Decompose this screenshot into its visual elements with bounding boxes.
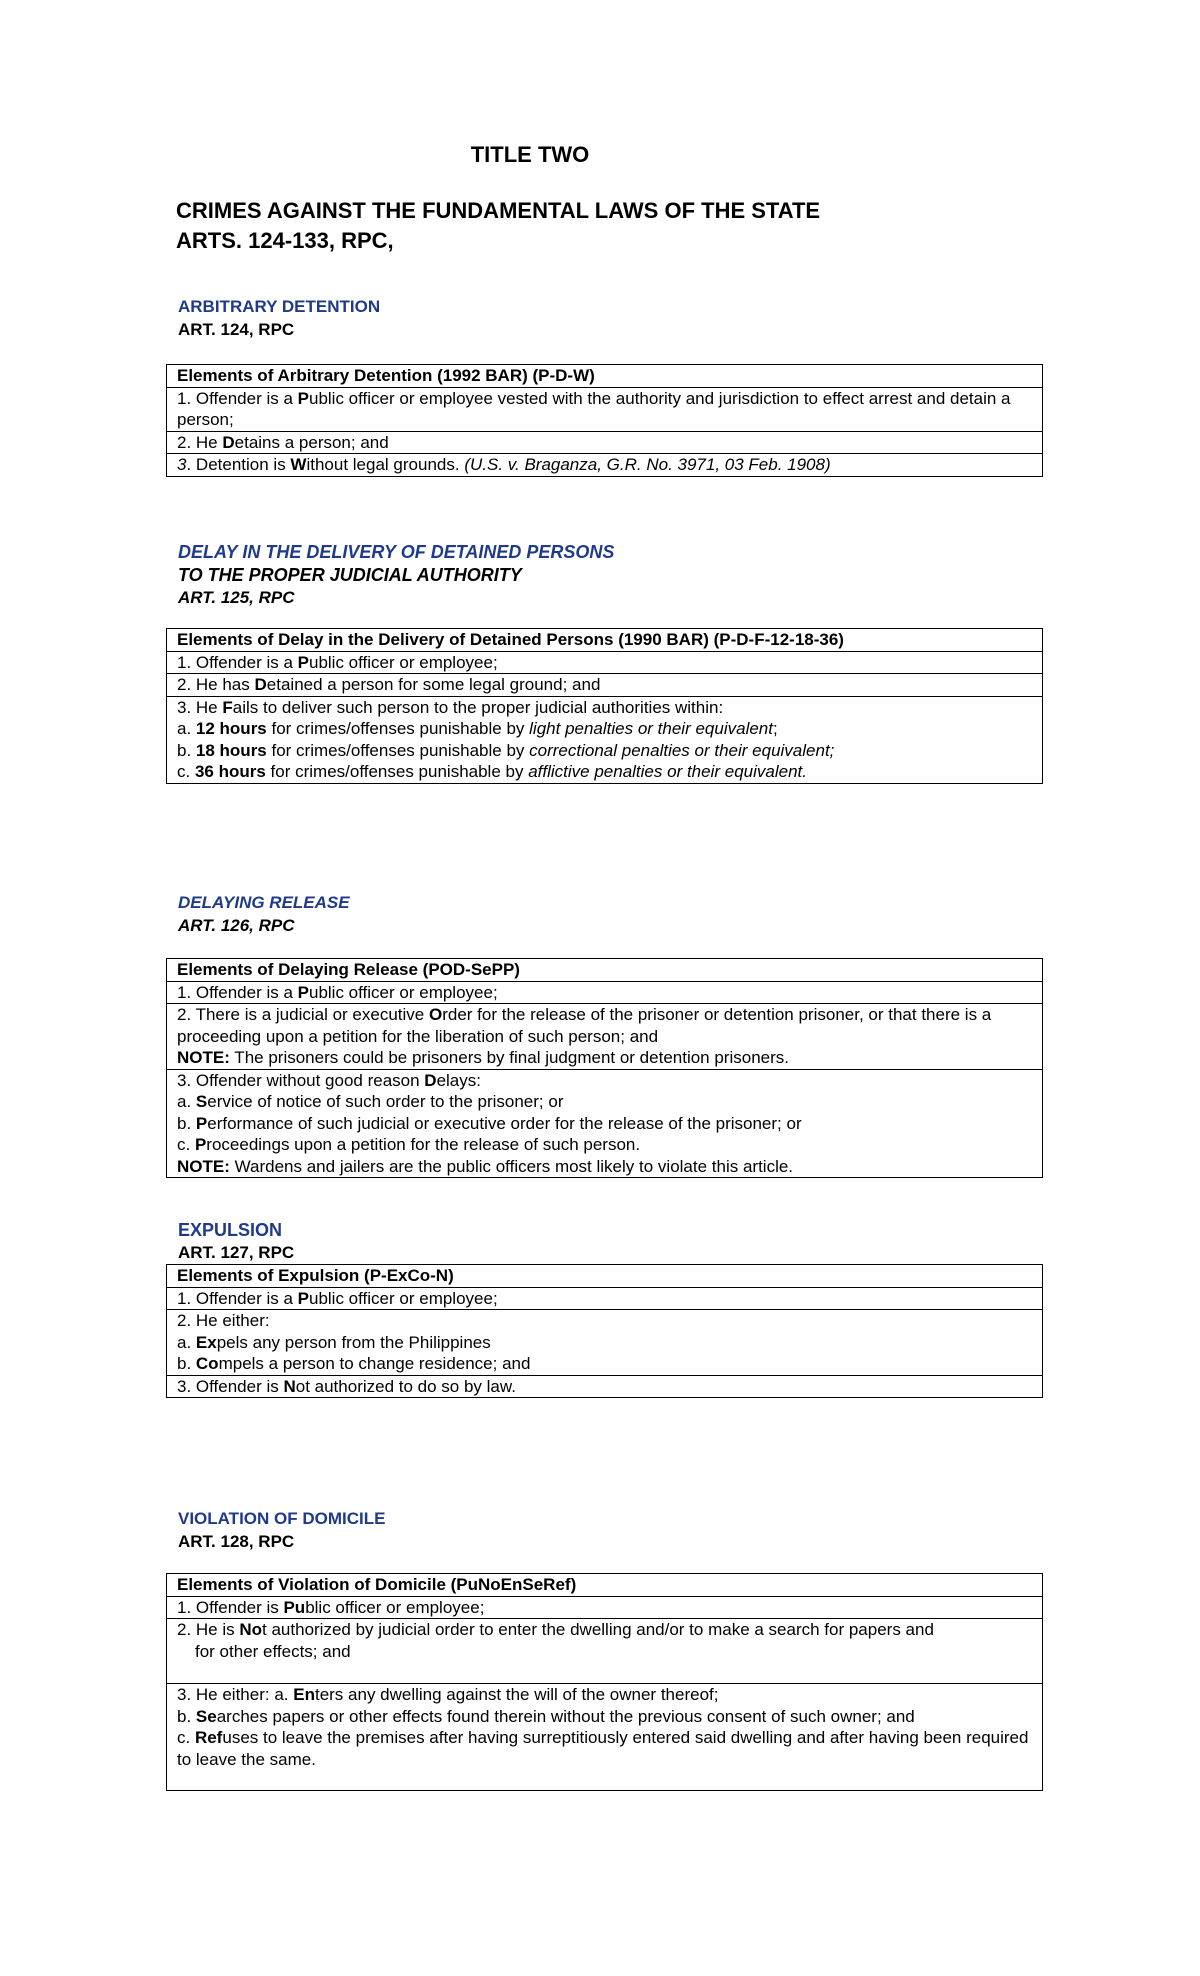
table-row: 2. He is Not authorized by judicial order to enter the dwelling and/or to make a search for papers and for other effects; and	[167, 1619, 1043, 1684]
elements-table-violation-domicile	[166, 1573, 1043, 1791]
table-row: 2. He has Detained a person for some legal ground; and	[167, 674, 1043, 697]
main-title-line1: CRIMES AGAINST THE FUNDAMENTAL LAWS OF THE STATE	[176, 198, 821, 223]
table-header: Elements of Delay in the Delivery of Detained Persons (1990 BAR) (P-D-F-12-18-36)	[167, 629, 1043, 652]
elements-table-delaying-release	[166, 958, 1043, 1178]
table-row: 3. Detention is Without legal grounds. (U.S. v. Braganza, G.R. No. 3971, 03 Feb. 1908)	[167, 454, 1043, 477]
section-heading-delay-delivery: DELAY IN THE DELIVERY OF DETAINED PERSONS	[178, 542, 615, 562]
table-row: 2. He either: a. Expels any person from the Philippines b. Compels a person to change residence; and	[167, 1310, 1043, 1376]
article-128: ART. 128, RPC	[178, 1532, 295, 1551]
table-header: Elements of Violation of Domicile (PuNoEnSeRef)	[167, 1574, 1043, 1597]
table-row: 1. Offender is Public officer or employee;	[167, 1596, 1043, 1619]
table-row: 1. Offender is a Public officer or employee vested with the authority and jurisdiction to effect arrest and detain a person;	[167, 387, 1043, 431]
elements-table-delay-delivery	[166, 628, 1043, 784]
table-row: 3. He Fails to deliver such person to the proper judicial authorities within: a. 12 hours for crimes/offenses punishable by light penalties or their equivalent; b. 18 hours for crimes/offenses punishable by correctional penalties or their equivalent; c. 36 hours for crimes/offenses punishable by afflictive penalties or their equivalent.	[167, 696, 1043, 783]
article-125: ART. 125, RPC	[178, 588, 295, 607]
main-title-line2: ARTS. 124-133, RPC,	[176, 228, 394, 253]
section-heading-violation-domicile: VIOLATION OF DOMICILE	[178, 1509, 386, 1528]
section-subheading-delay-delivery: TO THE PROPER JUDICIAL AUTHORITY	[178, 565, 522, 585]
table-row: 3. Offender is Not authorized to do so by law.	[167, 1375, 1043, 1398]
table-header: Elements of Arbitrary Detention (1992 BAR) (P-D-W)	[167, 365, 1043, 388]
table-header: Elements of Delaying Release (POD-SePP)	[167, 959, 1043, 982]
table-row: 1. Offender is a Public officer or employee;	[167, 981, 1043, 1004]
table-row: 1. Offender is a Public officer or employee;	[167, 651, 1043, 674]
section-heading-arbitrary-detention: ARBITRARY DETENTION	[178, 297, 381, 316]
article-126: ART. 126, RPC	[178, 916, 295, 935]
table-row: 3. He either: a. Enters any dwelling against the will of the owner thereof; b. Searches papers or other effects found therein without the previous consent of such owner; and c. Refuses to leave the premises after having surreptitiously entered said dwelling and after having been required to leave the same.	[167, 1684, 1043, 1791]
article-124: ART. 124, RPC	[178, 320, 295, 339]
table-header: Elements of Expulsion (P-ExCo-N)	[167, 1265, 1043, 1288]
article-127: ART. 127, RPC	[178, 1243, 295, 1262]
table-row: 3. Offender without good reason Delays: a. Service of notice of such order to the prisoner; or b. Performance of such judicial or executive order for the release of the prisoner; or c. Proceedings upon a petition for the release of such person. NOTE: Wardens and jailers are the public officers most likely to violate this article.	[167, 1069, 1043, 1178]
table-row: 1. Offender is a Public officer or employee;	[167, 1287, 1043, 1310]
elements-table-arbitrary-detention	[166, 364, 1043, 477]
table-row: 2. There is a judicial or executive Order for the release of the prisoner or detention prisoner, or that there is a proceeding upon a petition for the liberation of such person; and NOTE: The prisoners could be prisoners by final judgment or detention prisoners.	[167, 1004, 1043, 1070]
section-heading-expulsion: EXPULSION	[178, 1220, 283, 1240]
title-two: TITLE TWO	[470, 142, 590, 167]
elements-table-expulsion	[166, 1264, 1043, 1398]
section-heading-delaying-release: DELAYING RELEASE	[178, 893, 350, 912]
main-title	[176, 196, 820, 256]
table-row: 2. He Detains a person; and	[167, 431, 1043, 454]
